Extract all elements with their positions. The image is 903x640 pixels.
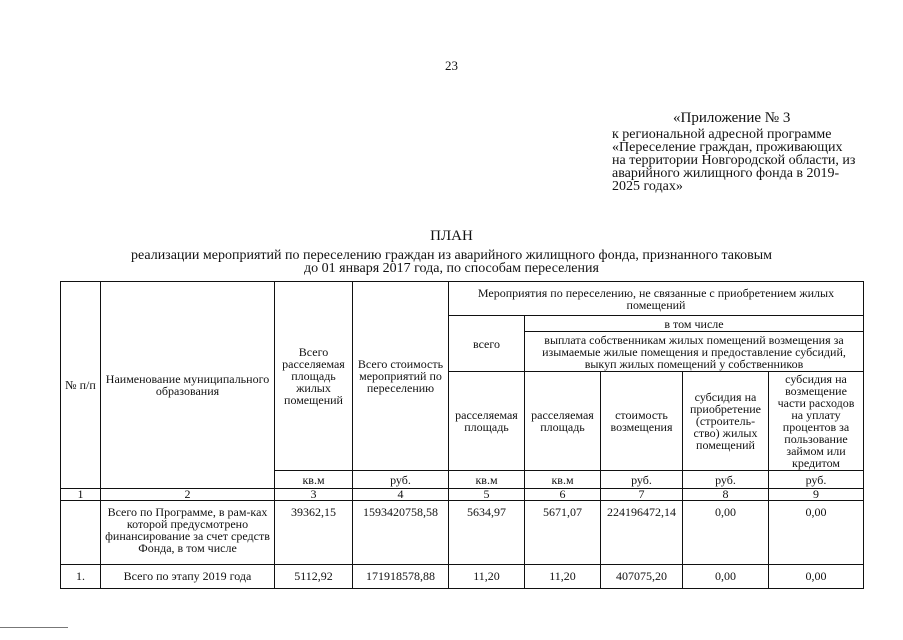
table-row — [61, 501, 864, 565]
page-number: 23 — [445, 58, 458, 73]
header-vsego: всего — [449, 316, 525, 372]
header-in-that: в том числе — [525, 316, 864, 332]
unit-cell: кв.м — [525, 471, 601, 489]
unit-cell: руб. — [601, 471, 683, 489]
header-compensation-cost: стоимость возмещения — [601, 372, 683, 471]
appendix-subtitle — [612, 128, 872, 193]
unit-cell: руб. — [353, 471, 449, 489]
row-num: 1. — [61, 565, 101, 589]
appendix-subtitle-line: к региональной адресной программе — [612, 127, 832, 142]
column-number: 4 — [353, 489, 449, 501]
header-cost-total: Всего стоимость мероприятий по переселению — [353, 282, 449, 471]
appendix-subtitle-line: на территории Новгородской области, из — [612, 153, 856, 168]
unit-cell: кв.м — [275, 471, 353, 489]
row-value: 0,00 — [683, 565, 769, 589]
unit-cell: кв.м — [449, 471, 525, 489]
header-area-relocated: расселяемая площадь — [449, 372, 525, 471]
header-subsidy-interest: субсидия на возмещение части расходов на уплату процентов за пользование займом или кредитом — [769, 372, 864, 471]
row-num — [61, 501, 101, 565]
row-value: 5634,97 — [449, 501, 525, 565]
plan-title: ПЛАН — [430, 228, 473, 244]
row-name: Всего по Программе, в рам-ках которой предусмотрено финансирование за счет средств Фонда, в том числе — [101, 501, 275, 565]
plan-subtitle-line: до 01 января 2017 года, по способам переселения — [304, 261, 599, 276]
plan-table — [60, 281, 864, 589]
column-number: 7 — [601, 489, 683, 501]
column-number: 1 — [61, 489, 101, 501]
row-value: 5671,07 — [525, 501, 601, 565]
plan-subtitle — [0, 249, 903, 275]
header-payment: выплата собственникам жилых помещений возмещения за изымаемые жилые помещения и предоставление субсидий, выкуп жилых помещений у собственников — [525, 332, 864, 372]
header-not-purchase: Мероприятия по переселению, не связанные с приобретением жилых помещений — [449, 282, 864, 316]
row-value: 407075,20 — [601, 565, 683, 589]
unit-cell: руб. — [769, 471, 864, 489]
header-subsidy-purchase: субсидия на приобретение (строитель-ство) жилых помещений — [683, 372, 769, 471]
column-number: 8 — [683, 489, 769, 501]
row-value: 0,00 — [683, 501, 769, 565]
row-value: 11,20 — [449, 565, 525, 589]
appendix-title: «Приложение № 3 — [673, 110, 791, 126]
column-number: 5 — [449, 489, 525, 501]
column-number: 9 — [769, 489, 864, 501]
footnote-rule — [0, 627, 68, 628]
row-value: 1593420758,58 — [353, 501, 449, 565]
row-name: Всего по этапу 2019 года — [101, 565, 275, 589]
row-value: 224196472,14 — [601, 501, 683, 565]
header-area-relocated: расселяемая площадь — [525, 372, 601, 471]
header-municipality: Наименование муниципального образования — [101, 282, 275, 489]
appendix-subtitle-line: аварийного жилищного фонда в 2019- — [612, 166, 840, 181]
row-value: 0,00 — [769, 501, 864, 565]
row-value: 5112,92 — [275, 565, 353, 589]
header-area-total: Всего расселяемая площадь жилых помещений — [275, 282, 353, 471]
row-value: 171918578,88 — [353, 565, 449, 589]
column-number: 2 — [101, 489, 275, 501]
appendix-subtitle-line: «Переселение граждан, проживающих — [612, 140, 843, 155]
unit-cell: руб. — [683, 471, 769, 489]
column-number: 6 — [525, 489, 601, 501]
row-value: 0,00 — [769, 565, 864, 589]
row-value: 11,20 — [525, 565, 601, 589]
column-number: 3 — [275, 489, 353, 501]
table-row — [61, 565, 864, 589]
plan-subtitle-line: реализации мероприятий по переселению граждан из аварийного жилищного фонда, признанного таковым — [130, 248, 772, 263]
row-value: 39362,15 — [275, 501, 353, 565]
appendix-subtitle-line: 2025 годах» — [612, 179, 683, 194]
header-num: № п/п — [61, 282, 101, 489]
